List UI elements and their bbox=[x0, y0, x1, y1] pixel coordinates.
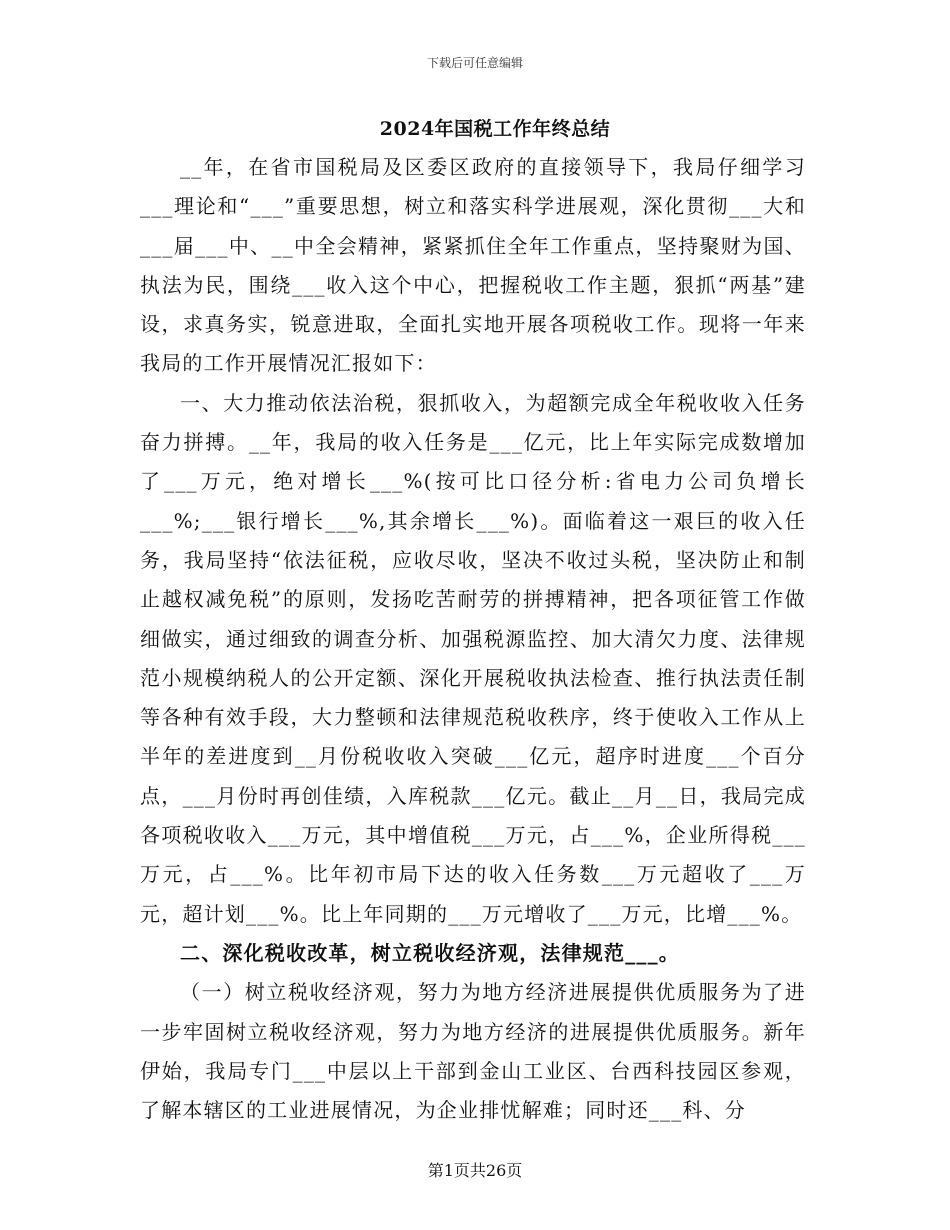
paragraph: 一、大力推动依法治税，狠抓收入，为超额完成全年税收收入任务奋力拼搏。__年，我局的收入任务是___亿元，比上年实际完成数增加了___万元，绝对增长___%(按可比口径分析:省电力公司负增长___%;___银行增长___%,其余增长___%)。面临着这一艰巨的收入任务，我局坚持“依法征税，应收尽收，坚决不收过头税，坚决防止和制止越权减免税”的原则，发扬吃苦耐劳的拼搏精神，把各项征管工作做细做实，通过细致的调查分析、加强税源监控、加大清欠力度、法律规范小规模纳税人的公开定额、深化开展税收执法检查、推行执法责任制等各种有效手段，大力整顿和法律规范税收秩序，终于使收入工作从上半年的差进度到__月份税收收入突破___亿元，超序时进度___个百分点，___月份时再创佳绩，入库税款___亿元。截止__月__日，我局完成各项税收收入___万元，其中增值税___万元，占___%，企业所得税___万元，占___%。比年初市局下达的收入任务数___万元超收了___万元，超计划___%。比上年同期的___万元增收了___万元，比增___%。 bbox=[140, 390, 806, 926]
section-heading: 二、深化税收改革，树立税收经济观，法律规范___。 bbox=[180, 940, 680, 965]
document-title: 2024年国税工作年终总结 bbox=[379, 118, 611, 140]
header-note: 下载后可任意编辑 bbox=[426, 56, 523, 70]
document-body bbox=[140, 148, 806, 1130]
paragraph: （一）树立税收经济观，努力为地方经济进展提供优质服务为了进一步牢固树立税收经济观，努力为地方经济的进展提供优质服务。新年伊始，我局专门___中层以上干部到金山工业区、台西科技园区参观，了解本辖区的工业进展情况，为企业排忧解难；同时还___科、分 bbox=[140, 980, 806, 1123]
paragraph: __年，在省市国税局及区委区政府的直接领导下，我局仔细学习___理论和“___”重要思想，树立和落实科学进展观，深化贯彻___大和___届___中、__中全会精神，紧紧抓住全年工作重点，坚持聚财为国、执法为民，围绕___收入这个中心，把握税收工作主题，狠抓“两基”建设，求真务实，锐意进取，全面扎实地开展各项税收工作。现将一年来我局的工作开展情况汇报如下： bbox=[140, 155, 806, 376]
page-number: 第1页共26页 bbox=[427, 1161, 523, 1180]
